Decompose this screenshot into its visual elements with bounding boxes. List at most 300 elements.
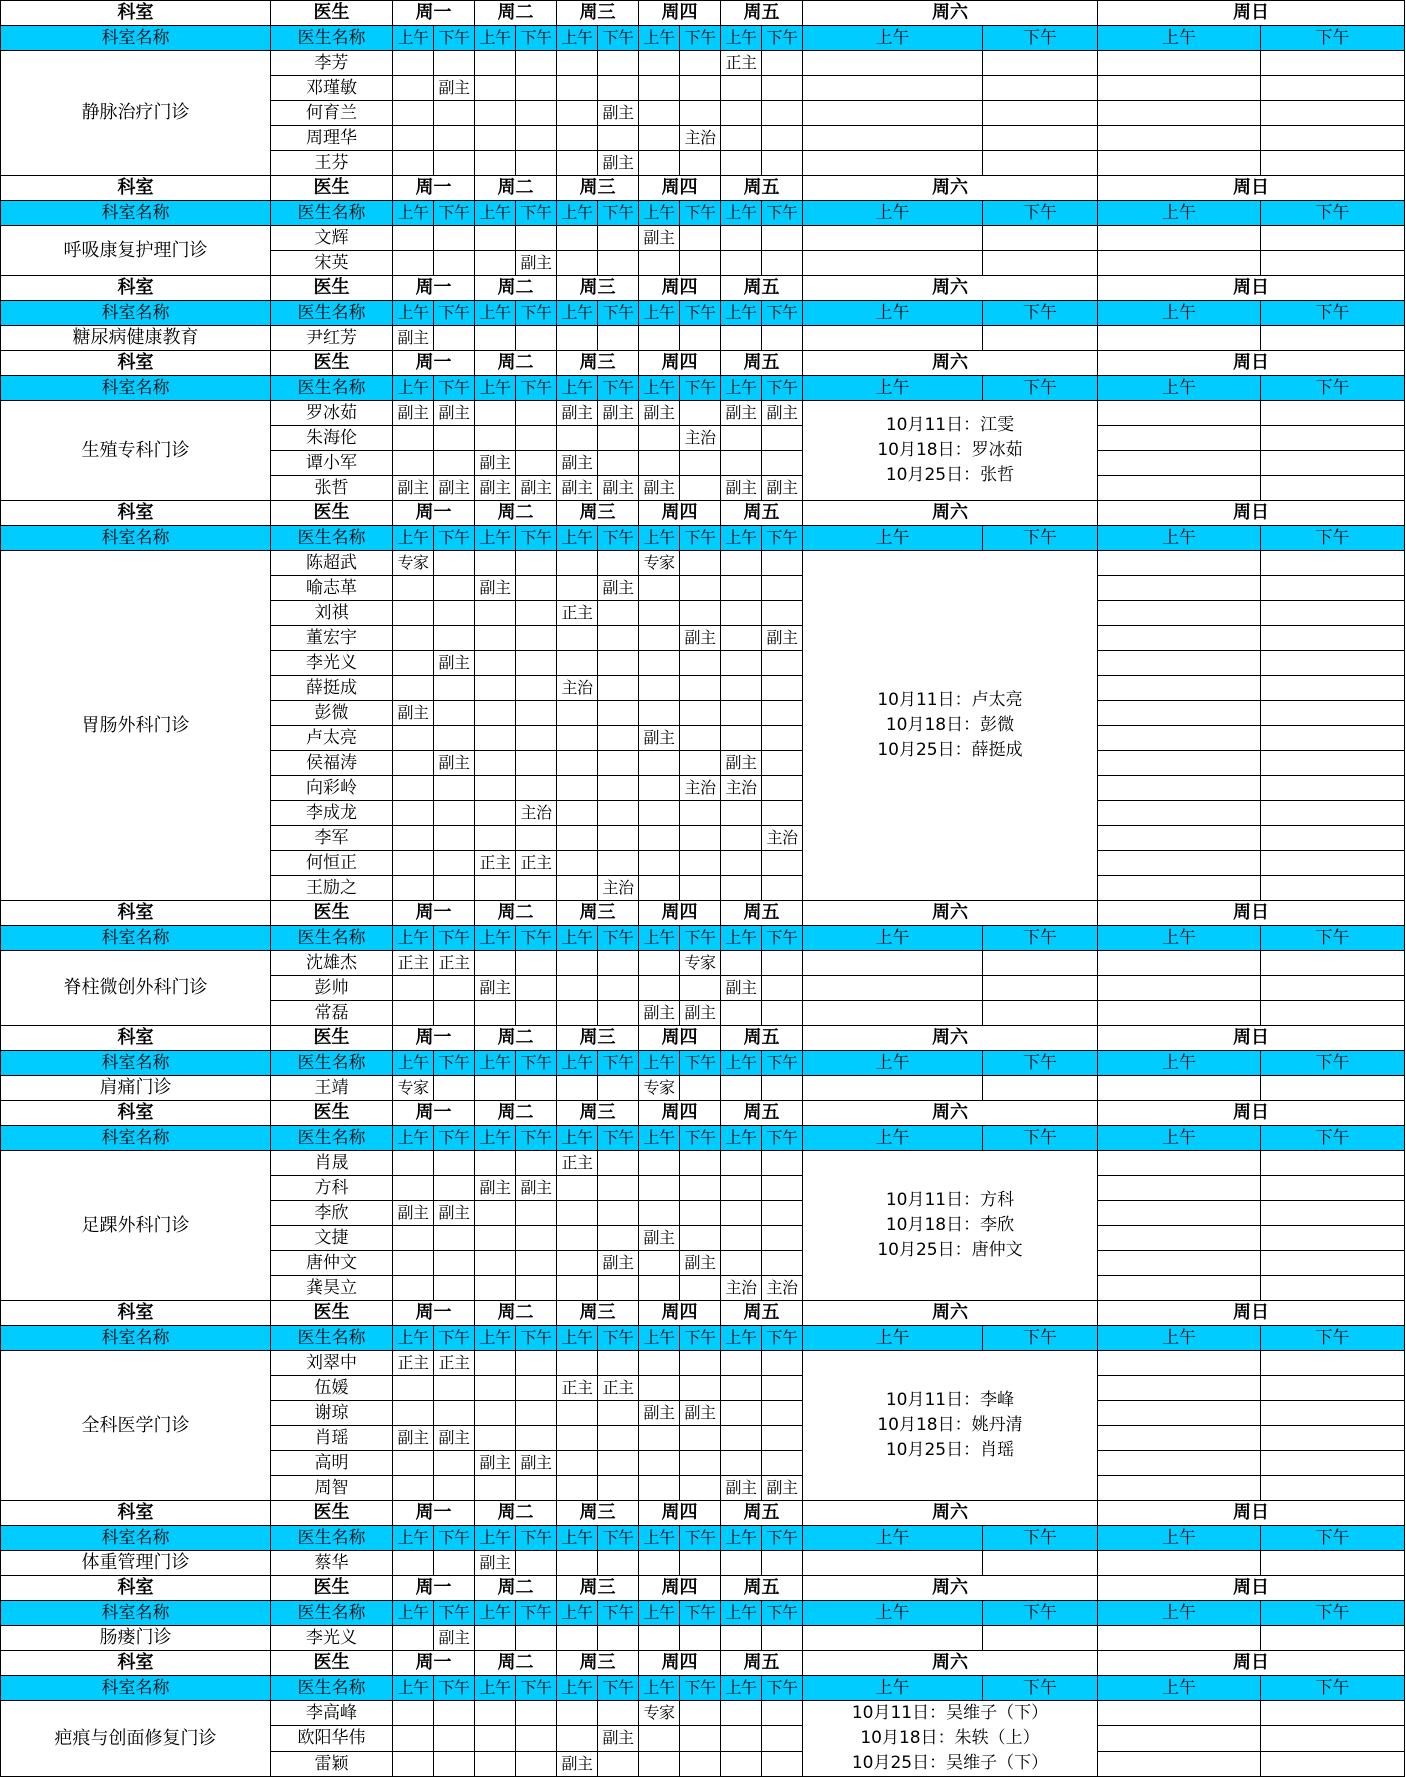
sat-am-slot xyxy=(803,76,983,101)
doctor-name: 喻志革 xyxy=(271,576,393,601)
doctor-name: 肖瑶 xyxy=(271,1426,393,1451)
subheader-am: 上午 xyxy=(721,301,762,326)
schedule-slot: 副主 xyxy=(475,976,516,1001)
schedule-slot xyxy=(598,1151,639,1176)
doctor-row xyxy=(1,1151,1405,1176)
section-subheader-row xyxy=(1,1326,1405,1351)
header-day: 周日 xyxy=(1098,1301,1405,1326)
sat-pm-slot xyxy=(983,951,1098,976)
schedule-slot xyxy=(557,951,598,976)
schedule-slot xyxy=(434,1701,475,1726)
schedule-slot xyxy=(762,551,803,576)
header-dept: 科室 xyxy=(1,501,271,526)
header-day: 周六 xyxy=(803,1576,1098,1601)
header-day: 周日 xyxy=(1098,501,1405,526)
doctor-name: 文辉 xyxy=(271,226,393,251)
schedule-slot xyxy=(598,251,639,276)
schedule-slot xyxy=(639,751,680,776)
schedule-slot xyxy=(721,126,762,151)
section-subheader-row xyxy=(1,301,1405,326)
doctor-name: 彭帅 xyxy=(271,976,393,1001)
sun-pm-slot xyxy=(1261,1076,1405,1101)
sun-pm-slot xyxy=(1261,751,1405,776)
schedule-slot xyxy=(557,1626,598,1651)
header-day: 周一 xyxy=(393,501,475,526)
subheader-pm: 下午 xyxy=(516,201,557,226)
schedule-slot xyxy=(516,1151,557,1176)
subheader-pm: 下午 xyxy=(516,1326,557,1351)
doctor-name: 董宏宇 xyxy=(271,626,393,651)
schedule-slot xyxy=(434,1226,475,1251)
section-header-row xyxy=(1,1501,1405,1526)
sun-am-slot xyxy=(1098,151,1261,176)
subheader-am: 上午 xyxy=(721,526,762,551)
header-dept: 科室 xyxy=(1,1576,271,1601)
header-doctor: 医生 xyxy=(271,901,393,926)
subheader-pm: 下午 xyxy=(680,1051,721,1076)
header-day: 周一 xyxy=(393,1501,475,1526)
sun-am-slot xyxy=(1098,451,1261,476)
subheader-pm: 下午 xyxy=(762,1526,803,1551)
subheader-dept: 科室名称 xyxy=(1,1676,271,1701)
schedule-slot xyxy=(598,651,639,676)
schedule-slot xyxy=(721,951,762,976)
subheader-am: 上午 xyxy=(1098,1676,1261,1701)
subheader-am: 上午 xyxy=(1098,526,1261,551)
subheader-am: 上午 xyxy=(557,1126,598,1151)
subheader-am: 上午 xyxy=(721,376,762,401)
subheader-pm: 下午 xyxy=(598,301,639,326)
doctor-name: 谢琼 xyxy=(271,1401,393,1426)
schedule-slot: 正主 xyxy=(434,951,475,976)
schedule-slot xyxy=(680,976,721,1001)
doctor-name: 方科 xyxy=(271,1176,393,1201)
schedule-slot: 副主 xyxy=(434,476,475,501)
schedule-slot xyxy=(557,1426,598,1451)
schedule-slot xyxy=(762,1176,803,1201)
schedule-slot: 正主 xyxy=(516,851,557,876)
schedule-slot xyxy=(557,1001,598,1026)
sat-pm-slot xyxy=(983,326,1098,351)
schedule-slot: 副主 xyxy=(598,576,639,601)
doctor-name: 朱海伦 xyxy=(271,426,393,451)
doctor-name: 宋英 xyxy=(271,251,393,276)
sat-pm-slot xyxy=(983,126,1098,151)
schedule-slot: 副主 xyxy=(721,476,762,501)
dept-name: 生殖专科门诊 xyxy=(1,401,271,501)
schedule-slot xyxy=(393,1151,434,1176)
header-dept: 科室 xyxy=(1,901,271,926)
schedule-slot xyxy=(475,251,516,276)
schedule-slot xyxy=(639,851,680,876)
schedule-slot xyxy=(598,1276,639,1301)
schedule-slot xyxy=(475,1626,516,1651)
schedule-slot xyxy=(434,451,475,476)
subheader-am: 上午 xyxy=(721,26,762,51)
sat-pm-slot xyxy=(983,51,1098,76)
schedule-slot xyxy=(639,76,680,101)
schedule-slot xyxy=(393,1551,434,1576)
schedule-slot xyxy=(762,1151,803,1176)
schedule-slot xyxy=(639,1626,680,1651)
schedule-slot xyxy=(557,426,598,451)
schedule-slot: 副主 xyxy=(598,101,639,126)
schedule-slot xyxy=(598,426,639,451)
subheader-am: 上午 xyxy=(721,1126,762,1151)
schedule-slot xyxy=(516,601,557,626)
sun-am-slot xyxy=(1098,626,1261,651)
subheader-pm: 下午 xyxy=(516,301,557,326)
schedule-slot: 副主 xyxy=(475,451,516,476)
header-day: 周五 xyxy=(721,1651,803,1676)
header-day: 周三 xyxy=(557,1651,639,1676)
subheader-dept: 科室名称 xyxy=(1,1326,271,1351)
schedule-slot xyxy=(516,1401,557,1426)
schedule-slot xyxy=(762,1201,803,1226)
sun-am-slot xyxy=(1098,1351,1261,1376)
header-day: 周日 xyxy=(1098,1501,1405,1526)
schedule-slot xyxy=(393,251,434,276)
schedule-slot xyxy=(721,1176,762,1201)
schedule-slot xyxy=(639,1376,680,1401)
subheader-am: 上午 xyxy=(475,201,516,226)
header-day: 周四 xyxy=(639,1026,721,1051)
header-day: 周五 xyxy=(721,501,803,526)
schedule-slot xyxy=(475,1151,516,1176)
schedule-slot xyxy=(475,1751,516,1776)
subheader-pm: 下午 xyxy=(680,201,721,226)
subheader-am: 上午 xyxy=(557,201,598,226)
subheader-pm: 下午 xyxy=(598,1126,639,1151)
schedule-slot xyxy=(516,1201,557,1226)
schedule-slot xyxy=(475,1076,516,1101)
schedule-slot xyxy=(434,226,475,251)
schedule-slot xyxy=(598,1751,639,1776)
subheader-pm: 下午 xyxy=(762,1326,803,1351)
schedule-slot xyxy=(516,1001,557,1026)
schedule-slot xyxy=(393,976,434,1001)
schedule-slot xyxy=(475,1351,516,1376)
schedule-slot xyxy=(680,1701,721,1726)
doctor-name: 李光义 xyxy=(271,1626,393,1651)
schedule-slot xyxy=(721,801,762,826)
doctor-name: 何育兰 xyxy=(271,101,393,126)
subheader-doctor: 医生名称 xyxy=(271,1326,393,1351)
schedule-slot xyxy=(680,751,721,776)
schedule-slot xyxy=(516,976,557,1001)
doctor-row xyxy=(1,326,1405,351)
header-day: 周一 xyxy=(393,176,475,201)
schedule-slot xyxy=(393,1251,434,1276)
schedule-slot xyxy=(475,1476,516,1501)
header-day: 周二 xyxy=(475,351,557,376)
subheader-am: 上午 xyxy=(803,301,983,326)
schedule-slot xyxy=(475,1701,516,1726)
sun-am-slot xyxy=(1098,776,1261,801)
subheader-am: 上午 xyxy=(639,376,680,401)
schedule-slot: 正主 xyxy=(434,1351,475,1376)
schedule-slot xyxy=(434,726,475,751)
schedule-slot: 副主 xyxy=(557,401,598,426)
schedule-slot xyxy=(721,701,762,726)
schedule-slot xyxy=(393,51,434,76)
schedule-slot xyxy=(434,1151,475,1176)
header-day: 周六 xyxy=(803,1651,1098,1676)
schedule-slot xyxy=(639,1276,680,1301)
schedule-slot xyxy=(434,1076,475,1101)
schedule-slot xyxy=(434,1176,475,1201)
schedule-slot xyxy=(721,1151,762,1176)
schedule-slot xyxy=(434,851,475,876)
header-doctor: 医生 xyxy=(271,1501,393,1526)
schedule-slot xyxy=(762,1001,803,1026)
header-day: 周三 xyxy=(557,1101,639,1126)
schedule-slot xyxy=(393,801,434,826)
sun-pm-slot xyxy=(1261,1151,1405,1176)
doctor-name: 肖晟 xyxy=(271,1151,393,1176)
schedule-slot xyxy=(762,251,803,276)
subheader-pm: 下午 xyxy=(434,26,475,51)
subheader-am: 上午 xyxy=(557,1051,598,1076)
schedule-slot xyxy=(557,801,598,826)
subheader-pm: 下午 xyxy=(598,526,639,551)
schedule-slot xyxy=(393,1001,434,1026)
subheader-am: 上午 xyxy=(1098,376,1261,401)
subheader-am: 上午 xyxy=(1098,1051,1261,1076)
schedule-slot xyxy=(680,551,721,576)
schedule-slot xyxy=(516,676,557,701)
subheader-am: 上午 xyxy=(475,1126,516,1151)
sun-am-slot xyxy=(1098,1076,1261,1101)
subheader-am: 上午 xyxy=(639,301,680,326)
doctor-name: 蔡华 xyxy=(271,1551,393,1576)
header-dept: 科室 xyxy=(1,276,271,301)
doctor-name: 李军 xyxy=(271,826,393,851)
schedule-slot xyxy=(680,1376,721,1401)
sun-pm-slot xyxy=(1261,401,1405,426)
subheader-am: 上午 xyxy=(803,1676,983,1701)
doctor-row xyxy=(1,951,1405,976)
schedule-slot: 主治 xyxy=(721,776,762,801)
schedule-slot xyxy=(393,1176,434,1201)
sun-pm-slot xyxy=(1261,976,1405,1001)
header-day: 周一 xyxy=(393,1576,475,1601)
sun-pm-slot xyxy=(1261,51,1405,76)
schedule-slot xyxy=(516,1551,557,1576)
sun-am-slot xyxy=(1098,1626,1261,1651)
schedule-slot xyxy=(598,826,639,851)
schedule-slot xyxy=(393,651,434,676)
subheader-pm: 下午 xyxy=(516,1126,557,1151)
schedule-slot: 主治 xyxy=(680,776,721,801)
schedule-slot xyxy=(639,1726,680,1751)
schedule-slot xyxy=(762,51,803,76)
schedule-slot xyxy=(475,101,516,126)
schedule-slot xyxy=(434,626,475,651)
schedule-slot: 专家 xyxy=(680,951,721,976)
subheader-pm: 下午 xyxy=(1261,526,1405,551)
section-header-row xyxy=(1,901,1405,926)
schedule-slot xyxy=(680,1426,721,1451)
doctor-name: 王靖 xyxy=(271,1076,393,1101)
schedule-slot xyxy=(475,1001,516,1026)
schedule-slot xyxy=(557,851,598,876)
saturday-roster: 10月11日：江雯 10月18日：罗冰茹 10月25日：张哲 xyxy=(803,401,1098,501)
sun-pm-slot xyxy=(1261,1751,1405,1776)
subheader-am: 上午 xyxy=(393,201,434,226)
schedule-slot xyxy=(393,876,434,901)
header-doctor: 医生 xyxy=(271,1101,393,1126)
schedule-slot xyxy=(475,726,516,751)
header-doctor: 医生 xyxy=(271,176,393,201)
schedule-slot xyxy=(598,751,639,776)
schedule-slot xyxy=(434,551,475,576)
subheader-pm: 下午 xyxy=(598,926,639,951)
subheader-am: 上午 xyxy=(393,926,434,951)
schedule-slot: 主治 xyxy=(762,1276,803,1301)
schedule-slot xyxy=(393,676,434,701)
schedule-slot xyxy=(721,651,762,676)
subheader-pm: 下午 xyxy=(983,1126,1098,1151)
schedule-slot xyxy=(721,1251,762,1276)
subheader-doctor: 医生名称 xyxy=(271,1051,393,1076)
subheader-pm: 下午 xyxy=(1261,1676,1405,1701)
header-day: 周五 xyxy=(721,276,803,301)
subheader-am: 上午 xyxy=(393,1126,434,1151)
subheader-pm: 下午 xyxy=(434,1051,475,1076)
header-day: 周日 xyxy=(1098,276,1405,301)
schedule-slot xyxy=(598,1476,639,1501)
sun-am-slot xyxy=(1098,976,1261,1001)
schedule-slot xyxy=(721,726,762,751)
subheader-pm: 下午 xyxy=(434,1601,475,1626)
saturday-roster: 10月11日：李峰 10月18日：姚丹清 10月25日：肖瑶 xyxy=(803,1351,1098,1501)
sun-am-slot xyxy=(1098,226,1261,251)
schedule-slot xyxy=(639,151,680,176)
header-dept: 科室 xyxy=(1,176,271,201)
schedule-slot xyxy=(516,326,557,351)
schedule-slot xyxy=(393,1451,434,1476)
header-day: 周六 xyxy=(803,1301,1098,1326)
subheader-am: 上午 xyxy=(639,201,680,226)
subheader-am: 上午 xyxy=(803,1601,983,1626)
schedule-slot xyxy=(639,951,680,976)
doctor-name: 刘翠中 xyxy=(271,1351,393,1376)
schedule-slot xyxy=(762,1426,803,1451)
header-day: 周六 xyxy=(803,1501,1098,1526)
schedule-slot: 副主 xyxy=(475,1176,516,1201)
subheader-doctor: 医生名称 xyxy=(271,1676,393,1701)
sun-am-slot xyxy=(1098,551,1261,576)
schedule-slot xyxy=(639,576,680,601)
schedule-slot xyxy=(434,1476,475,1501)
header-day: 周二 xyxy=(475,1651,557,1676)
header-doctor: 医生 xyxy=(271,276,393,301)
subheader-pm: 下午 xyxy=(598,1676,639,1701)
schedule-slot: 主治 xyxy=(680,126,721,151)
schedule-slot xyxy=(721,326,762,351)
saturday-roster: 10月11日：卢太亮 10月18日：彭微 10月25日：薛挺成 xyxy=(803,551,1098,901)
doctor-name: 侯福涛 xyxy=(271,751,393,776)
schedule-slot xyxy=(434,876,475,901)
schedule-slot xyxy=(598,676,639,701)
schedule-slot xyxy=(475,1401,516,1426)
subheader-pm: 下午 xyxy=(516,926,557,951)
schedule-slot: 副主 xyxy=(639,726,680,751)
schedule-slot xyxy=(557,151,598,176)
schedule-slot xyxy=(639,251,680,276)
schedule-slot xyxy=(557,776,598,801)
schedule-slot xyxy=(598,51,639,76)
header-day: 周一 xyxy=(393,1026,475,1051)
subheader-pm: 下午 xyxy=(434,201,475,226)
subheader-pm: 下午 xyxy=(598,1051,639,1076)
subheader-pm: 下午 xyxy=(983,26,1098,51)
subheader-pm: 下午 xyxy=(516,1526,557,1551)
subheader-am: 上午 xyxy=(803,926,983,951)
subheader-am: 上午 xyxy=(639,1326,680,1351)
schedule-slot xyxy=(680,726,721,751)
schedule-slot: 主治 xyxy=(557,676,598,701)
schedule-slot xyxy=(393,101,434,126)
sun-pm-slot xyxy=(1261,676,1405,701)
schedule-slot: 副主 xyxy=(721,401,762,426)
schedule-slot xyxy=(475,1201,516,1226)
schedule-slot xyxy=(639,326,680,351)
header-day: 周一 xyxy=(393,1101,475,1126)
header-dept: 科室 xyxy=(1,1301,271,1326)
subheader-am: 上午 xyxy=(393,1526,434,1551)
subheader-doctor: 医生名称 xyxy=(271,301,393,326)
schedule-slot xyxy=(434,1276,475,1301)
section-header-row xyxy=(1,1026,1405,1051)
schedule-slot xyxy=(598,976,639,1001)
schedule-slot xyxy=(762,451,803,476)
dept-name: 呼吸康复护理门诊 xyxy=(1,226,271,276)
schedule-slot xyxy=(721,1626,762,1651)
schedule-slot xyxy=(598,701,639,726)
schedule-slot xyxy=(516,1701,557,1726)
schedule-slot xyxy=(598,601,639,626)
doctor-name: 陈超武 xyxy=(271,551,393,576)
subheader-doctor: 医生名称 xyxy=(271,376,393,401)
schedule-slot xyxy=(557,651,598,676)
schedule-slot: 副主 xyxy=(434,1201,475,1226)
doctor-name: 欧阳华伟 xyxy=(271,1726,393,1751)
subheader-am: 上午 xyxy=(639,1676,680,1701)
subheader-dept: 科室名称 xyxy=(1,526,271,551)
schedule-slot xyxy=(393,1476,434,1501)
schedule-slot: 主治 xyxy=(680,426,721,451)
doctor-name: 何恒正 xyxy=(271,851,393,876)
sun-pm-slot xyxy=(1261,726,1405,751)
schedule-slot xyxy=(475,426,516,451)
header-day: 周三 xyxy=(557,1026,639,1051)
header-day: 周三 xyxy=(557,351,639,376)
sun-am-slot xyxy=(1098,676,1261,701)
schedule-slot: 专家 xyxy=(639,551,680,576)
schedule-slot xyxy=(434,126,475,151)
subheader-am: 上午 xyxy=(721,1051,762,1076)
subheader-pm: 下午 xyxy=(762,926,803,951)
schedule-slot xyxy=(393,601,434,626)
schedule-slot xyxy=(680,476,721,501)
schedule-slot xyxy=(680,1276,721,1301)
sat-pm-slot xyxy=(983,976,1098,1001)
header-day: 周一 xyxy=(393,1,475,26)
schedule-slot xyxy=(680,151,721,176)
subheader-am: 上午 xyxy=(1098,1126,1261,1151)
